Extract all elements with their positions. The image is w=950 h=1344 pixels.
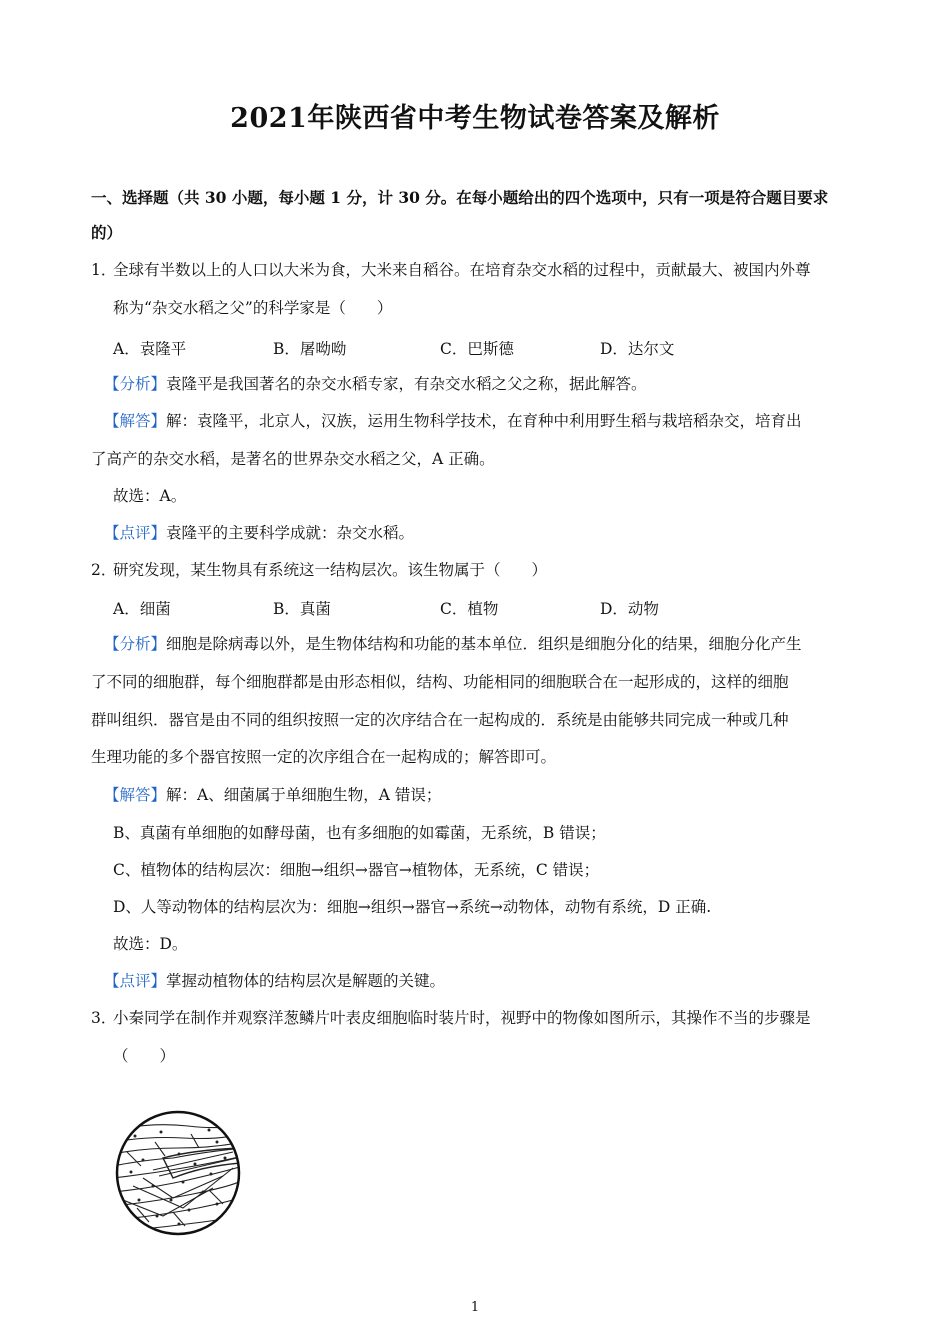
- analysis-tag: 【分析】: [104, 375, 167, 393]
- q2-comment-text: 掌握动植物体的结构层次是解题的关键。: [166, 972, 446, 990]
- q2-comment: [104, 970, 445, 992]
- q1-option-d: D．达尔文: [600, 340, 675, 358]
- q1-comment: [104, 522, 414, 544]
- q2-stem: 研究发现，某生物具有系统这一结构层次。该生物属于（ ）: [113, 561, 548, 579]
- q2-answer-line-3: C、植物体的结构层次：细胞→组织→器官→植物体，无系统，C 错误；: [113, 861, 600, 879]
- q1-answer-text-1: 解：袁隆平，北京人，汉族，运用生物科学技术，在育种中利用野生稻与栽培稻杂交，培育出: [166, 412, 802, 430]
- page-number: 1: [470, 1300, 480, 1315]
- analysis-tag: 【分析】: [104, 635, 167, 653]
- q1-option-b: B．屠呦呦: [273, 340, 347, 358]
- q1-analysis: [104, 373, 647, 395]
- comment-tag: 【点评】: [104, 972, 167, 990]
- q2-choice: 故选：D。: [113, 935, 188, 953]
- q2-answer-text-1: 解：A、细菌属于单细胞生物，A 错误；: [166, 786, 442, 804]
- answer-tag: 【解答】: [104, 786, 167, 804]
- q1-analysis-text: 袁隆平是我国著名的杂交水稻专家，有杂交水稻之父之称，据此解答。: [166, 375, 647, 393]
- comment-tag: 【点评】: [104, 524, 167, 542]
- q1-choice: 故选：A。: [113, 487, 187, 505]
- q1-comment-text: 袁隆平的主要科学成就：杂交水稻。: [166, 524, 415, 542]
- q1-stem-line-1: 全球有半数以上的人口以大米为食，大米来自稻谷。在培育杂交水稻的过程中，贡献最大、被国内外尊: [113, 261, 811, 279]
- microscope-view-figure: [113, 1108, 243, 1238]
- answer-tag: 【解答】: [104, 412, 167, 430]
- page-title: 2021年陕西省中考生物试卷答案及解析: [230, 103, 720, 134]
- q2-option-b: B．真菌: [273, 600, 331, 618]
- q1-option-a: A．袁隆平: [113, 340, 187, 358]
- q2-number: 2．: [91, 561, 117, 579]
- q1-stem-line-2: 称为“杂交水稻之父”的科学家是（ ）: [113, 299, 393, 317]
- q2-answer-line-4: D、人等动物体的结构层次为：细胞→组织→器官→系统→动物体，动物有系统，D 正确.: [113, 898, 712, 916]
- q2-answer: [104, 784, 441, 806]
- q2-analysis: [104, 633, 802, 655]
- section-heading-line-2: 的）: [91, 223, 123, 242]
- q2-answer-line-2: B、真菌有单细胞的如酵母菌，也有多细胞的如霉菌，无系统，B 错误；: [113, 824, 606, 842]
- section-heading-line-1: 一、选择题（共 30 小题，每小题 1 分，计 30 分。在每小题给出的四个选项中，只有一项是符合题目要求: [91, 188, 829, 207]
- q3-stem-line-2: （ ）: [113, 1047, 176, 1065]
- q1-number: 1．: [91, 261, 117, 279]
- q2-analysis-line-4: 生理功能的多个器官按照一定的次序组合在一起构成的；解答即可。: [91, 748, 557, 766]
- q3-number: 3．: [91, 1009, 117, 1027]
- q2-analysis-text-1: 细胞是除病毒以外，是生物体结构和功能的基本单位．组织是细胞分化的结果，细胞分化产生: [166, 635, 802, 653]
- q1-answer-line-2: 了高产的杂交水稻，是著名的世界杂交水稻之父，A 正确。: [91, 450, 495, 468]
- q2-option-a: A．细菌: [113, 600, 171, 618]
- q2-option-d: D．动物: [600, 600, 659, 618]
- q1-answer: [104, 410, 802, 432]
- q2-analysis-line-3: 群叫组织．器官是由不同的组织按照一定的次序结合在一起构成的．系统是由能够共同完成一种或几种: [91, 711, 789, 729]
- q2-option-c: C．植物: [440, 600, 499, 618]
- q2-analysis-line-2: 了不同的细胞群，每个细胞群都是由形态相似，结构、功能相同的细胞联合在一起形成的，这样的细胞: [91, 673, 789, 691]
- q3-stem-line-1: 小秦同学在制作并观察洋葱鳞片叶表皮细胞临时装片时，视野中的物像如图所示，其操作不当的步骤是: [113, 1009, 811, 1027]
- q1-option-c: C．巴斯德: [440, 340, 514, 358]
